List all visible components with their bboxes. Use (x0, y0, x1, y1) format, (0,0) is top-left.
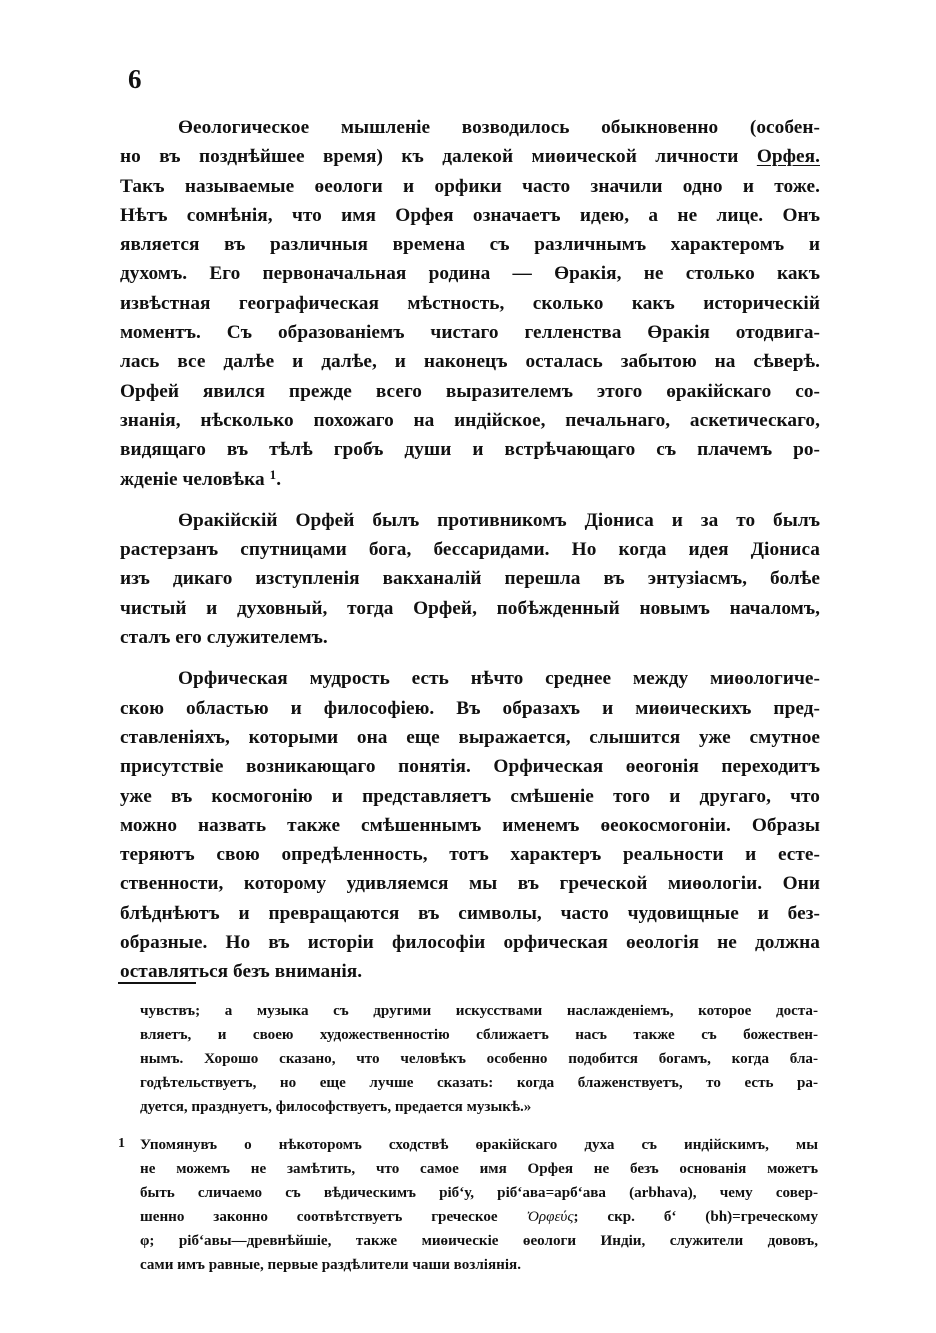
paragraph-orphic-wisdom (120, 664, 820, 986)
text-line: скою областью и философіею. Въ образахъ и миөическихъ пред- (120, 697, 820, 719)
text-line-start: но въ позднѣйшее время) къ далекой миөической личности (120, 146, 757, 168)
text-line (120, 142, 820, 171)
trailing-punctuation: . (276, 468, 282, 490)
text-line: блѣднѣютъ и превращаются въ символы, часто чудовищные и без- (120, 902, 820, 924)
text-line: извѣстная географическая мѣстность, сколько какъ историческій (120, 292, 820, 314)
text-line-start: жденіе человѣка (120, 468, 265, 490)
text-line: духомъ. Его первоначальная родина — Өракія, не столько какъ (120, 263, 820, 285)
text-line: изъ дикаго изступленія вакханалій перешла въ энтузіасмъ, болѣе (120, 568, 820, 590)
footnotes (118, 999, 818, 1277)
page-number: 6 (128, 64, 142, 94)
footnote-line: не можемъ не замѣтить, что самое имя Орфея не безъ основанія можетъ (140, 1161, 818, 1177)
text-line: Такъ называемые өеологи и орфики часто значили одно и тоже. (120, 175, 820, 197)
text-line: оставляться безъ вниманія. (120, 961, 363, 983)
footnote-reference[interactable]: 1 (269, 466, 277, 482)
footnote-continued (118, 999, 818, 1119)
footnote-line: сами имъ равные, первые раздѣлители чаши возліянія. (140, 1257, 521, 1273)
text-line: можно назвать также смѣшеннымъ именемъ өеокосмогоніи. Образы (120, 814, 820, 836)
footnote-line: дуется, празднуетъ, философствуетъ, предается музыкѣ.» (140, 1099, 532, 1115)
text-line: теряютъ свою опредѣленность, тотъ характеръ реальности и есте- (120, 844, 820, 866)
text-line: видящаго въ тѣлѣ гробъ души и встрѣчающаго съ плачемъ ро- (120, 439, 820, 461)
underlined-word: Орфея. (756, 146, 820, 168)
text-line: Өракійскій Орфей былъ противникомъ Діониса и за то былъ (178, 509, 820, 531)
greek-word: Ὀρφεύς (526, 1209, 574, 1225)
footnote-line: годѣтельствуетъ, но еще лучше сказать: когда блаженствуетъ, то есть ра- (140, 1075, 818, 1091)
text-line: сталъ его служителемъ. (120, 627, 328, 649)
footnote-line: Упомянувъ о нѣкоторомъ сходствѣ өракійскаго духа съ индійскимъ, мы (140, 1137, 818, 1153)
text-line: растерзанъ спутницами бога, бессаридами. Но когда идея Діониса (120, 539, 820, 561)
text-line: чистый и духовный, тогда Орфей, побѣжденный новымъ началомъ, (120, 597, 820, 619)
text-line: Өеологическое мышленіе возводилось обыкновенно (особен- (178, 117, 820, 138)
footnote-line: быть сличаемо съ вѣдическимъ рібʻу, рібʻава=арбʻава (arbhava), чему совер- (140, 1185, 818, 1201)
footnote-line: нымъ. Хорошо сказано, что человѣкъ особенно подобится богамъ, когда бла- (140, 1051, 818, 1067)
footnote-1 (118, 1133, 818, 1277)
text-line: является въ различныя времена съ различнымъ характеромъ и (120, 234, 820, 256)
paragraph-orpheus-theology (120, 113, 820, 494)
footnote-line (140, 1205, 818, 1229)
footnote-line-start: шенно законно соотвѣтствуетъ греческое (140, 1209, 527, 1225)
footnote-line: φ; рібʻавы—древнѣйшіе, также миөическіе өеологи Индіи, служители дововъ, (140, 1233, 818, 1249)
footnote-line: чувствъ; а музыка съ другими искусствами наслажденіемъ, которое доста- (140, 1003, 818, 1019)
footnote-line: вляетъ, и своею художественностію сближаетъ насъ также съ божествен- (140, 1027, 818, 1043)
text-line: знанія, нѣсколько похожаго на индійское, печальнаго, аскетическаго, (120, 409, 820, 431)
text-line: образные. Но въ исторіи философіи орфическая өеологія не должна (120, 932, 820, 954)
text-line: Орфическая мудрость есть нѣчто среднее между миөологиче- (178, 668, 820, 690)
text-line: Орфей явился прежде всего выразителемъ этого өракійскаго со- (120, 380, 820, 402)
text-line: ственности, которому удивляемся мы въ греческой миөологіи. Они (120, 873, 820, 895)
main-text (120, 113, 820, 987)
footnote-marker: 1 (118, 1136, 125, 1151)
text-line: ставленіяхъ, которыми она еще выражается, слышится уже смутное (120, 726, 820, 748)
text-line: уже въ космогонію и представляетъ смѣшеніе того и другаго, что (120, 785, 820, 807)
text-line (120, 465, 820, 494)
footnote-line-end: ; скр. бʻ (bh)=греческому (573, 1209, 818, 1225)
paragraph-thracian-orpheus (120, 506, 820, 652)
text-line: лась все далѣе и далѣе, и наконецъ осталась забытою на сѣверѣ. (120, 351, 820, 373)
text-line: присутствіе возникающаго понятія. Орфическая өеогонія переходитъ (120, 756, 820, 778)
text-line: моментъ. Съ образованіемъ чистаго гелленства Өракія отодвига- (120, 322, 820, 344)
text-line: Нѣтъ сомнѣнія, что имя Орфея означаетъ идею, а не лице. Онъ (120, 204, 820, 226)
footnote-divider (118, 982, 196, 984)
